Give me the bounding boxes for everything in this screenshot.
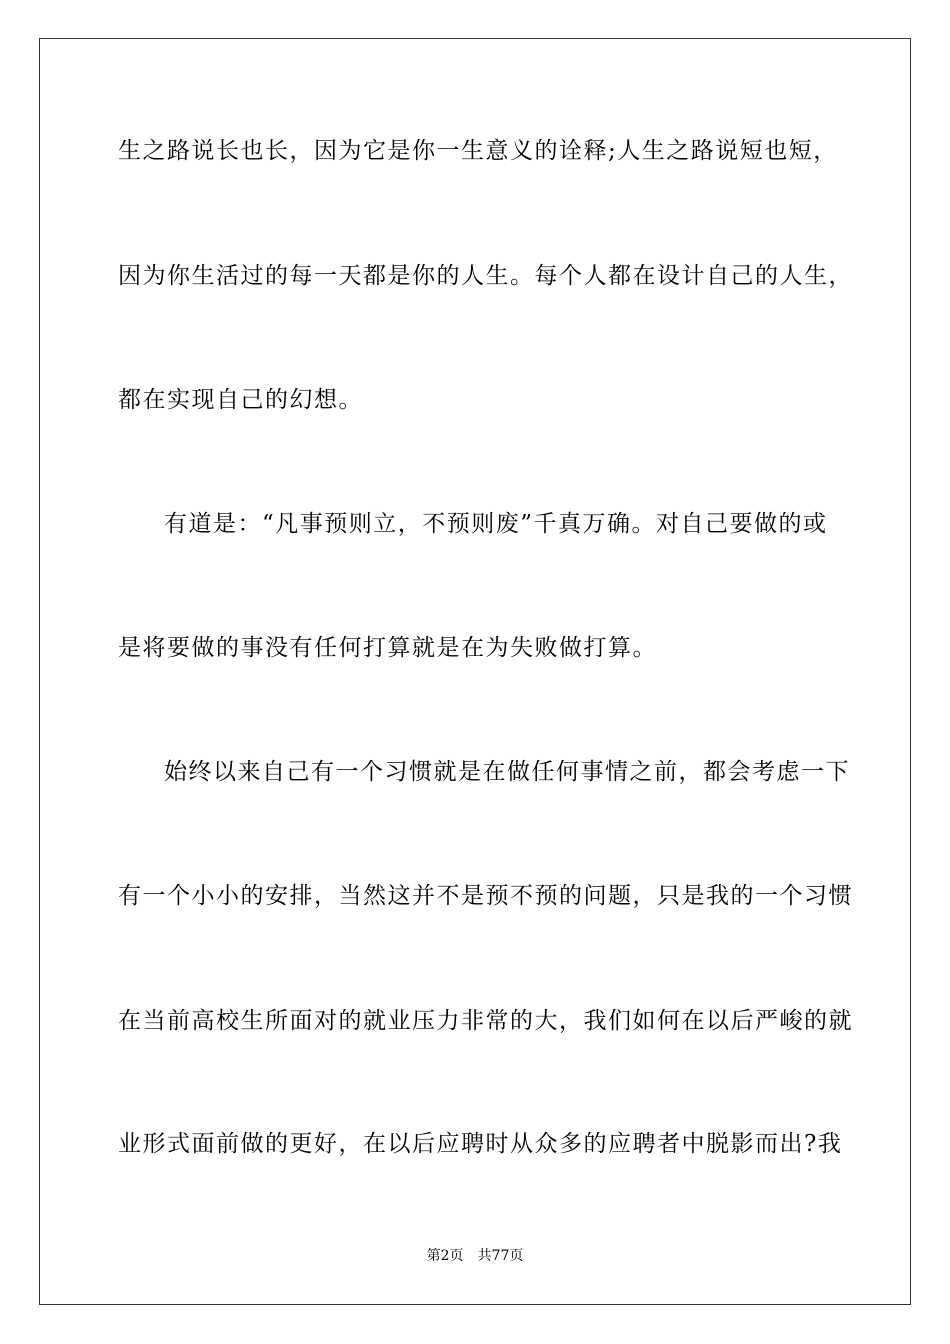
text-line: 业形式面前做的更好，在以后应聘时从众多的应聘者中脱影而出?我	[118, 1131, 843, 1157]
text-line: 是将要做的事没有任何打算就是在为失败做打算。	[118, 635, 657, 661]
page-number: 第2页	[426, 1248, 464, 1264]
page-footer	[0, 1246, 950, 1266]
text-line-paragraph-start: 有道是：“凡事预则立，不预则废”千真万确。对自己要做的或	[164, 511, 828, 537]
text-line-paragraph-start: 始终以来自己有一个习惯就是在做任何事情之前，都会考虑一下	[164, 759, 850, 785]
page-frame	[39, 38, 911, 1305]
page-total: 共77页	[477, 1248, 524, 1264]
text-line: 生之路说长也长，因为它是你一生意义的诠释;人生之路说短也短，	[118, 138, 838, 164]
text-line: 都在实现自己的幻想。	[118, 387, 363, 413]
text-line: 有一个小小的安排，当然这并不是预不预的问题，只是我的一个习惯	[118, 883, 853, 909]
text-line: 因为你生活过的每一天都是你的人生。每个人都在设计自己的人生，	[118, 263, 853, 289]
text-line: 在当前高校生所面对的就业压力非常的大，我们如何在以后严峻的就	[118, 1008, 853, 1034]
